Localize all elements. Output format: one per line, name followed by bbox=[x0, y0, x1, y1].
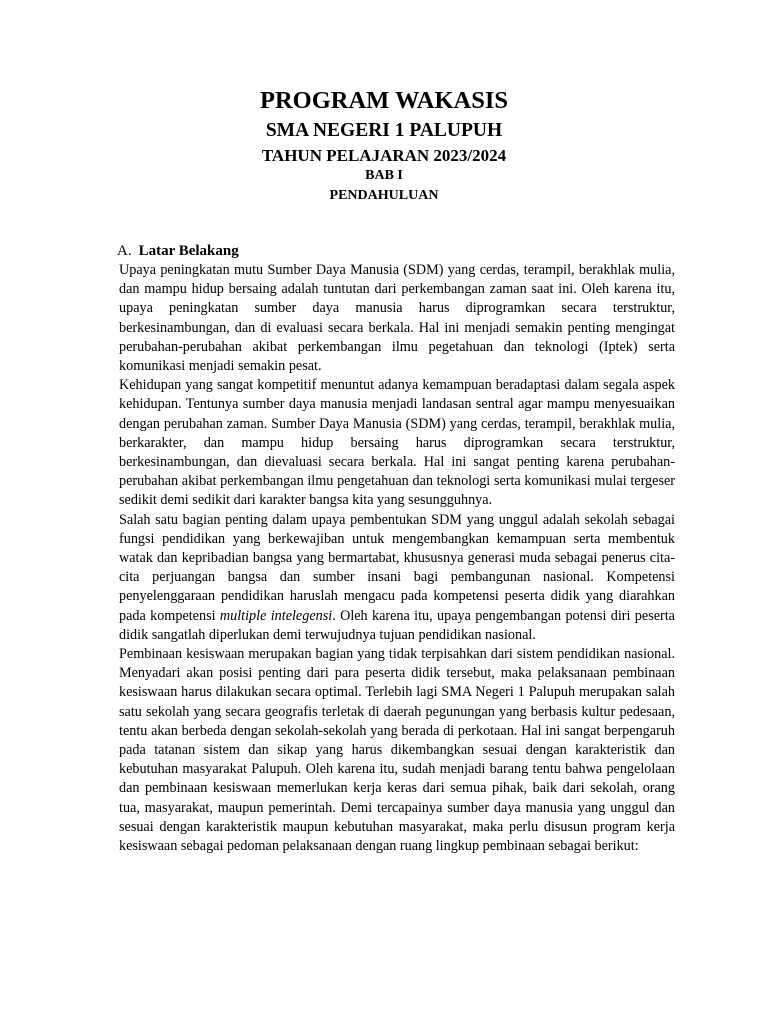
chapter-number: BAB I bbox=[365, 168, 403, 183]
paragraph-3 bbox=[119, 511, 675, 645]
document-title: PROGRAM WAKASIS bbox=[260, 87, 508, 114]
document-body bbox=[119, 261, 675, 856]
section-heading bbox=[117, 241, 239, 261]
paragraph-3-italic-term: multiple intelegensi bbox=[219, 607, 333, 624]
paragraph-4: Pembinaan kesiswaan merupakan bagian yang tidak terpisahkan dari sistem pendidikan nasional. Menyadari akan posisi penting dari para peserta didik tersebut, maka pelaksanaan pembinaan kesiswaan harus dilakukan secara optimal. Terlebih lagi SMA Negeri 1 Palupuh merupakan salah satu sekolah yang secara geografis terletak di daerah pegunungan yang berbasis kultur pedesaan, tentu akan berbeda dengan sekolah-sekolah yang berada di perkotaan. Hal ini sangat berpengaruh pada tatanan sistem dan sikap yang harus dikembangkan sesuai dengan karakteristik dan kebutuhan masyarakat Palupuh. Oleh karena itu, sudah menjadi barang tentu bahwa pengelolaan dan pembinaan kesiswaan memerlukan kerja keras dari semua pihak, baik dari sekolah, orang tua, masyarakat, maupun pemerintah. Demi tercapainya sumber daya manusia yang unggul dan sesuai dengan karakteristik maupun kebutuhan masyarakat, maka perlu disusun program kerja kesiswaan sebagai pedoman pelaksanaan dengan ruang lingkup pembinaan sebagai berikut: bbox=[119, 646, 675, 855]
paragraph-3-text-end: . Oleh karena itu, upaya pengembangan potensi diri peserta didik sangatlah diperlukan demi terwujudnya tujuan pendidikan nasional. bbox=[119, 607, 675, 643]
paragraph-1: Upaya peningkatan mutu Sumber Daya Manusia (SDM) yang cerdas, terampil, berakhlak mulia, dan mampu hidup bersaing adalah tuntutan dari perkembangan zaman saat ini. Oleh karena itu, upaya peningkatan sumber daya manusia harus diprogramkan secara terstruktur, berkesinambungan, dan di evaluasi secara berkala. Hal ini menjadi semakin penting mengingat perubahan-perubahan akibat perkembangan ilmu pegetahuan dan teknologi (Iptek) serta komunikasi menjadi semakin pesat. bbox=[119, 262, 675, 375]
paragraph-3-text-start: Salah satu bagian penting dalam upaya pembentukan SDM yang unggul adalah sekolah sebagai fungsi pendidikan yang berkewajiban untuk mengembangkan kemampuan serta membentuk watak dan kepribadian bangsa yang bermartabat, khususnya generasi muda sebagai penerus cita-cita perjuangan bangsa dan sumber insani bagi pembangunan nasional. Kompetensi penyelenggaraan pendidikan haruslah mengacu pada kompetensi peserta didik yang diarahkan pada kompetensi bbox=[119, 511, 675, 624]
chapter-title: PENDAHULUAN bbox=[329, 188, 439, 203]
section-number: A. bbox=[117, 243, 132, 259]
school-name: SMA NEGERI 1 PALUPUH bbox=[265, 120, 503, 141]
academic-year: TAHUN PELAJARAN 2023/2024 bbox=[261, 146, 507, 165]
section-title: Latar Belakang bbox=[138, 243, 239, 259]
paragraph-2: Kehidupan yang sangat kompetitif menuntut adanya kemampuan beradaptasi dalam segala aspek kehidupan. Tentunya sumber daya manusia menjadi landasan sentral agar mampu menyesuaikan dengan perubahan zaman. Sumber Daya Manusia (SDM) yang cerdas, terampil, berakhlak mulia, berkarakter, dan mampu hidup bersaing harus diprogramkan secara terstruktur, berkesinambungan, dan dievaluasi secara berkala. Hal ini sangat penting karena perubahan-perubahan akibat perkembangan ilmu pengetahuan dan teknologi serta komunikasi mulai tergeser sedikit demi sedikit dari karakter bangsa kita yang sesungguhnya. bbox=[119, 377, 675, 509]
